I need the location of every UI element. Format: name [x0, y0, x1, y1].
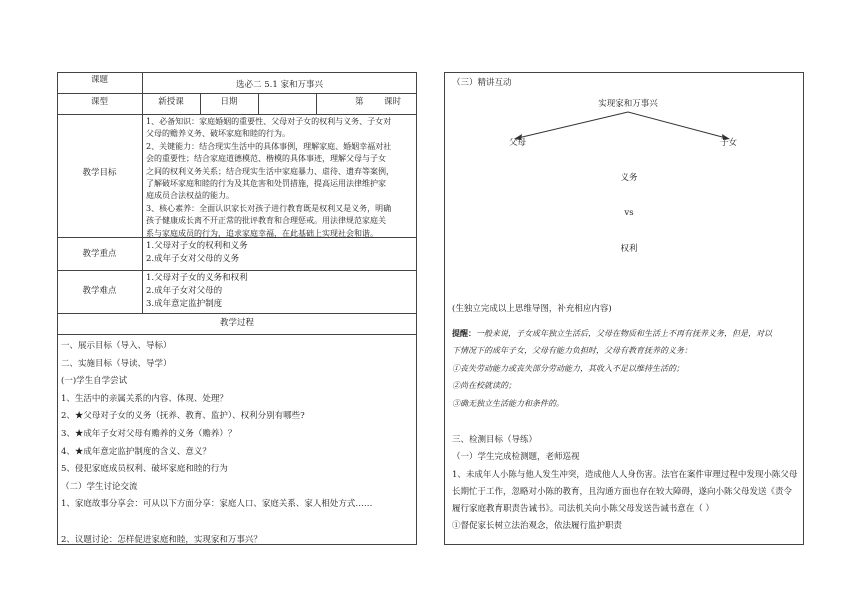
tip-label: 提醒：	[452, 328, 476, 338]
goals-line: 父母的赡养义务、破坏家庭和睦的行为。	[146, 129, 290, 139]
process-line: 3、★成年子女对父母有赡养的义务（赡养）？	[61, 428, 237, 439]
process-line	[61, 514, 413, 532]
difficulty-item: 1.父母对子女的义务和权利	[146, 273, 248, 283]
mindmap-note: (生独立完成以上思维导图，补充相应内容)	[452, 304, 612, 314]
period-ordinal-label: 第	[355, 97, 364, 107]
row-divider	[57, 313, 417, 314]
mindmap-branches	[500, 108, 750, 148]
tip-line-2: 下情况下的成年子女，父母有能力负担时，父母有教育抚养的义务：	[452, 346, 692, 355]
goals-line: 庭成员合法权益的能力。	[146, 191, 234, 201]
branch-right-line	[628, 112, 726, 138]
key-point-item: 1.父母对子女的权利和义务	[146, 241, 248, 251]
row-divider	[57, 270, 417, 271]
row-divider	[57, 93, 417, 94]
process-line: 1、家庭故事分享会：可从以下方面分享：家庭人口、家庭关系、家人相处方式……	[61, 499, 373, 510]
process-content	[61, 338, 413, 549]
mindmap-node-parents: 父母	[509, 138, 527, 148]
process-line: 一、展示目标（导入、导标）	[61, 341, 172, 351]
process-line: （二）学生讨论交流	[61, 481, 138, 492]
process-line: 二、实施目标（导读、导学）	[61, 358, 172, 369]
question-option: ①督促家长树立法治观念，依法履行监护职责	[452, 521, 623, 531]
tip-line	[452, 327, 772, 340]
tip-item: ②尚在校就读的；	[452, 381, 516, 390]
tip-item: ③确无独立生活能力和条件的。	[452, 399, 564, 408]
topic-label: 课题	[90, 75, 108, 85]
col-divider	[316, 93, 317, 114]
goals-label: 教学目标	[82, 168, 117, 178]
test-title: 三、检测目标（导练）	[452, 435, 538, 445]
topic-value: 选必二 5.1 家和万事兴	[236, 80, 323, 90]
process-line: 4、★成年意定监护制度的含义、意义？	[61, 446, 211, 457]
goals-line: 孩子健康成长离不开正常的批评教育和合理惩戒。用法律规范家庭关	[146, 216, 386, 226]
goals-line: 2、关键能力：结合现实生活中的具体事例，理解家庭、婚姻幸福对社	[146, 141, 392, 151]
difficulty-item: 2.成年子女对父母的	[146, 286, 223, 296]
goals-content	[146, 116, 414, 240]
branch-left-line	[518, 112, 628, 138]
goals-line: 了解破坏家庭和睦的行为及其危害和处罚措施，提高运用法律维护家	[146, 178, 386, 188]
process-line: 1、生活中的亲属关系的内容、体现、处理？	[61, 393, 228, 404]
tip-text: 一般来说，子女成年独立生活后，父母在物质和生活上不再有抚养义务，但是，对以	[476, 329, 772, 338]
tip-item: ①丧失劳动能力或丧失部分劳动能力，其收入不足以维持生活的；	[452, 364, 684, 373]
mindmap-right: 权利	[620, 244, 638, 254]
process-line: 2、★父母对子女的义务（抚养、教育、监护）、权利分别有哪些?	[61, 411, 305, 422]
process-line: 5、侵犯家庭成员权利、破坏家庭和睦的行为	[61, 464, 228, 475]
key-point-item: 2.成年子女对父母的义务	[146, 254, 240, 264]
key-points-label: 教学重点	[82, 249, 117, 259]
process-line: 2、议题讨论：怎样促进家庭和睦，实现家和万事兴？	[61, 534, 262, 545]
question-line: 1、未成年人小陈与他人发生冲突，造成他人人身伤害。法官在案件审理过程中发现小陈父母	[452, 470, 798, 480]
difficulties-label: 教学难点	[82, 286, 117, 296]
question-line: 长期忙于工作，忽略对小陈的教育，且沟通方面也存在较大障碍，遂向小陈父母发送《责令	[452, 487, 793, 497]
lesson-type-value: 新授课	[158, 97, 184, 107]
date-label: 日期	[220, 97, 238, 107]
section-title: （三）精讲互动	[452, 78, 512, 88]
goals-line: 之间的权利义务关系；结合现实生活中家庭暴力、虐待、遗弃等案例，	[146, 166, 394, 176]
process-title: 教学过程	[219, 318, 254, 328]
test-subtitle: （一）学生完成检测题，老师巡视	[452, 452, 580, 462]
mindmap-vs: vs	[624, 208, 634, 218]
mindmap-duty: 义务	[620, 173, 638, 183]
mindmap-root: 实现家和万事兴	[598, 99, 658, 109]
mindmap-node-children: 子女	[720, 138, 738, 148]
goals-line: 3、核心素养：全面认识家长对孩子进行教育既是权利又是义务，明确	[146, 203, 392, 213]
difficulty-item: 3.成年意定监护制度	[146, 299, 223, 309]
row-divider	[57, 114, 417, 115]
goals-line: 会的重要性；结合家庭道德模范、楷模的具体事迹，理解父母与子女	[146, 154, 386, 164]
question-line: 履行家庭教育职责告诫书》。司法机关向小陈父母发送告诫书意在（ ）	[452, 504, 714, 514]
col-divider	[258, 93, 259, 114]
process-line: (一)学生自学尝试	[61, 376, 128, 387]
goals-line: 1、必备知识：家庭婚姻的重要性、父母对子女的权利与义务、子女对	[146, 117, 392, 126]
row-divider	[57, 334, 417, 335]
period-label: 课时	[384, 97, 402, 107]
goals-line: 系与家庭成员的行为，追求家庭幸福，在此基础上实现社会和谐。	[146, 228, 378, 238]
lesson-type-label: 课型	[90, 97, 108, 107]
